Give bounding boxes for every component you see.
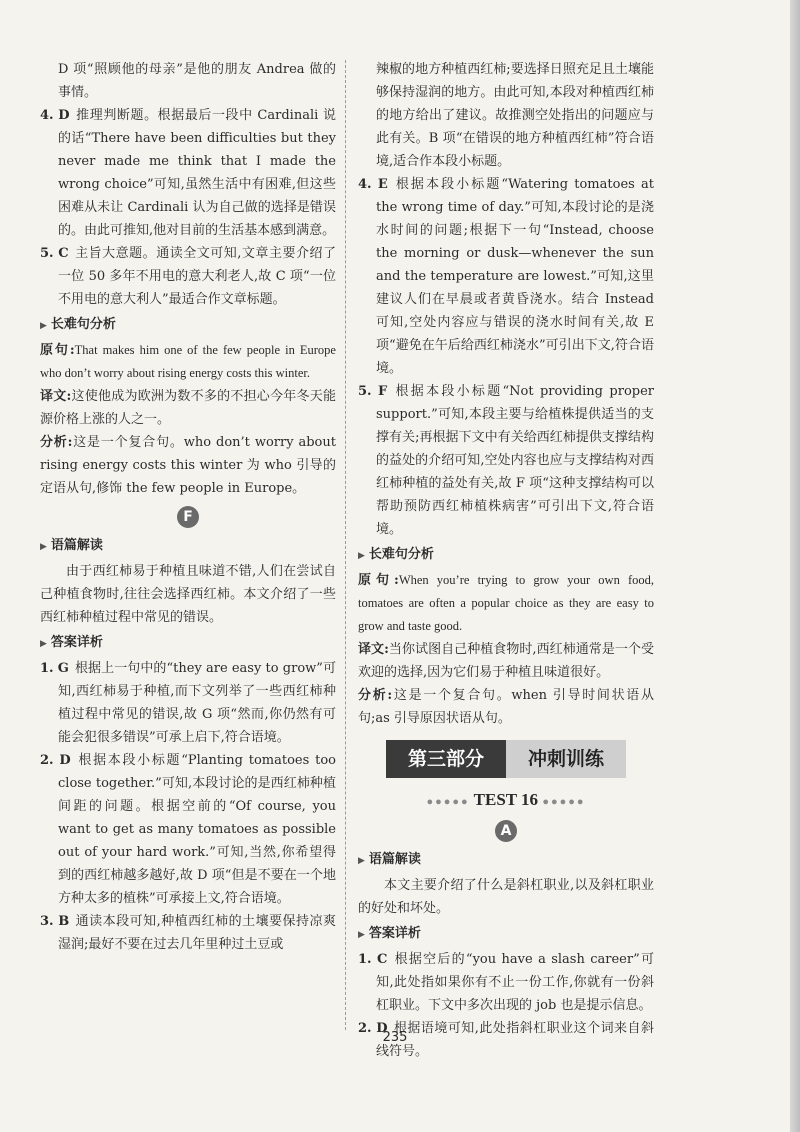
passage-letter-badge: F <box>177 506 199 528</box>
analysis: 分析:这是一个复合句。when 引导时间状语从句;as 引导原因状语从句。 <box>358 688 654 726</box>
section-heading-reading: ▶ 语篇解读 <box>40 538 103 553</box>
triangle-icon: ▶ <box>40 542 47 552</box>
page-number: 235 <box>382 1030 408 1045</box>
triangle-icon: ▶ <box>358 856 365 866</box>
banner-part-name: 冲刺训练 <box>506 740 626 778</box>
test-title: ●●●●● TEST 16 ●●●●● <box>426 790 586 809</box>
original-sentence: 原句:When you’re trying to grow your own food, tomatoes are often a popular choice as they are easy to grow and taste good. <box>358 573 654 633</box>
original-sentence: 原句:That makes him one of the few people in Europe who don’t worry about rising energy costs this winter. <box>40 343 336 380</box>
answer-item: 1. C 根据空后的“you have a slash career”可知,此处指如果你有不止一份工作,你就有一份斜杠职业。下文中多次出现的 job 也是提示信息。 <box>358 952 654 1013</box>
continued-text: 辣椒的地方种植西红柿;要选择日照充足且土壤能够保持湿润的地方。由此可知,本段对种植西红柿的地方给出了建议。故推测空处指出的问题应与此有关。B 项“在错误的地方种植西红柿”符合语境,适合作本段小标题。 <box>376 62 654 169</box>
answer-item: 4. D 推理判断题。根据最后一段中 Cardinali 说的话“There have been difficulties but they never made me think that I made the wrong choice”可知,虽然生活中有困难,但这些困难从未让 Cardinali 认为自己做的选择是错误的。由此可推知,他对目前的生活基本感到满意。 <box>40 108 336 238</box>
triangle-icon: ▶ <box>358 551 365 561</box>
section-heading-long-sentence: ▶ 长难句分析 <box>358 547 434 562</box>
analysis: 分析:这是一个复合句。who don’t worry about rising energy costs this winter 为 who 引导的定语从句,修饰 the few people in Europe。 <box>40 435 336 496</box>
answer-item: 5. F 根据本段小标题“Not providing proper support.”可知,本段主要与给植株提供适当的支撑有关;再根据下文中有关给西红柿提供支撑结构的益处的介绍可知,空处内容也应与支撑结构对西红柿种植的益处有关,故 F 项“这种支撑结构可以帮助预防西红柿植株病害”可引出下文,符合语境。 <box>358 384 655 537</box>
column-divider <box>345 60 346 1030</box>
banner-part-label: 第三部分 <box>386 740 506 778</box>
section-heading-answers: ▶ 答案详析 <box>40 635 103 650</box>
section-heading-long-sentence: ▶ 长难句分析 <box>40 317 116 332</box>
answer-item: 5. C 主旨大意题。通读全文可知,文章主要介绍了一位 50 多年不用电的意大利老人,故 C 项“一位不用电的意大利人”最适合作文章标题。 <box>40 246 336 307</box>
left-column <box>40 58 336 956</box>
dots-left: ●●●●● <box>426 796 470 808</box>
triangle-icon: ▶ <box>40 321 47 331</box>
translation: 译文:这使他成为欧洲为数不多的不担心今年冬天能源价格上涨的人之一。 <box>40 389 336 427</box>
right-column <box>358 58 654 1063</box>
reading-summary: 由于西红柿易于种植且味道不错,人们在尝试自己种植食物时,往往会选择西红柿。本文介绍了一些西红柿种植过程中常见的错误。 <box>40 564 336 625</box>
part-banner <box>386 740 626 778</box>
dots-right: ●●●●● <box>542 796 586 808</box>
translation: 译文:当你试图自己种植食物时,西红柿通常是一个受欢迎的选择,因为它们易于种植且味道很好。 <box>358 642 654 680</box>
answer-item: 2. D 根据本段小标题“Planting tomatoes too close together.”可知,本段讨论的是西红柿种植间距的问题。根据空前的“Of course, you want to get as many tomatoes as possible out of your hard work.”可知,当然,你希望得到的西红柿越多越好,故 D 项“但是不要在一个地方种太多的植株”可承接上文,符合语境。 <box>40 753 336 906</box>
answer-item: 1. G 根据上一句中的“they are easy to grow”可知,西红柿易于种植,而下文列举了一些西红柿种植过程中常见的错误,故 G 项“然而,你仍然有可能会犯很多错误”可承上启下,符合语境。 <box>40 661 336 745</box>
triangle-icon: ▶ <box>40 639 47 649</box>
answer-item: 4. E 根据本段小标题“Watering tomatoes at the wrong time of day.”可知,本段讨论的是浇水时间的问题;根据下一句“Instead, choose the morning or dusk—whenever the sun and the temperature are lowest.”可知,这里建议人们在早晨或者黄昏浇水。结合 Instead 可知,空处内容应与错误的浇水时间有关,故 E 项“避免在午后给西红柿浇水”可引出下文,符合语境。 <box>358 177 654 376</box>
section-heading-reading: ▶ 语篇解读 <box>358 852 421 867</box>
page-edge-shadow <box>790 0 800 1132</box>
answer-item: 3. B 通读本段可知,种植西红柿的土壤要保持凉爽湿润;最好不要在过去几年里种过土豆或 <box>40 914 336 952</box>
reading-summary: 本文主要介绍了什么是斜杠职业,以及斜杠职业的好处和坏处。 <box>358 878 654 916</box>
answer-item: 2. D 根据语境可知,此处指斜杠职业这个词来自斜线符号。 <box>358 1021 654 1059</box>
triangle-icon: ▶ <box>358 930 365 940</box>
section-heading-answers: ▶ 答案详析 <box>358 926 421 941</box>
continued-text: D 项“照顾他的母亲”是他的朋友 Andrea 做的事情。 <box>58 62 336 100</box>
passage-letter-badge: A <box>495 820 517 842</box>
